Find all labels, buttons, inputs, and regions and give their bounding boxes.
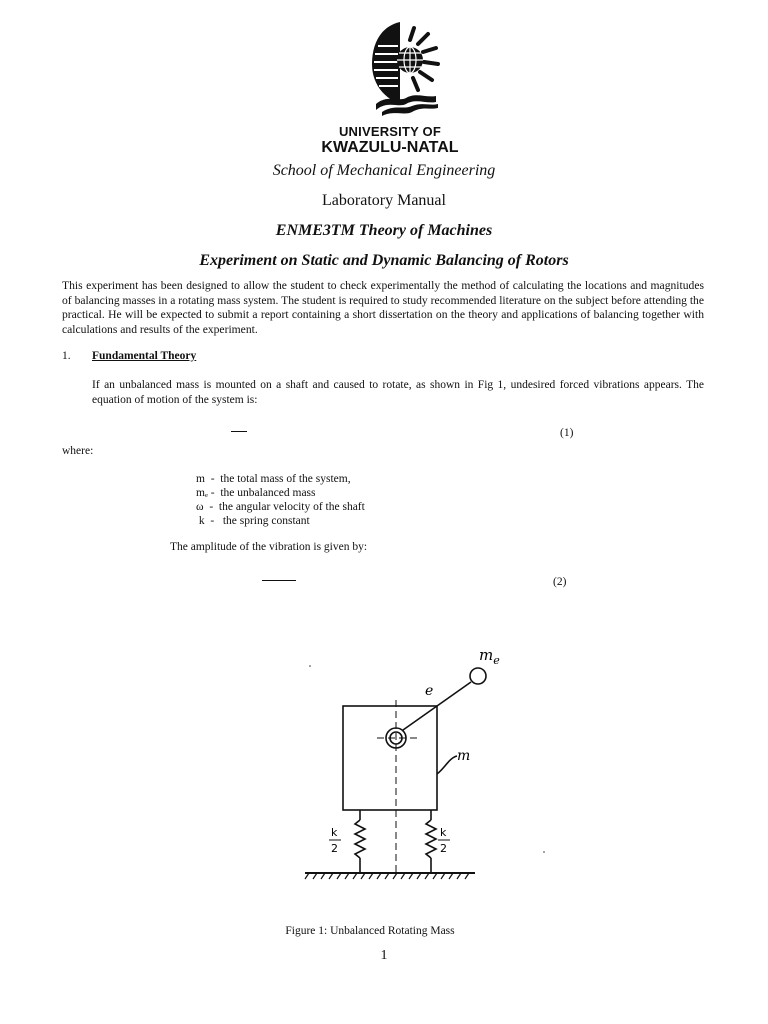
university-logo — [360, 18, 450, 118]
label-right-half: 2 — [440, 842, 447, 855]
definition-item: mₑ - the unbalanced mass — [196, 487, 316, 499]
unbalanced-mass — [470, 668, 486, 684]
section-title: Fundamental Theory — [92, 350, 197, 362]
page-number: 1 — [380, 948, 388, 963]
definition-item: k - the spring constant — [196, 515, 310, 527]
manual-title: Laboratory Manual — [322, 192, 446, 209]
equation-2-number: (2) — [553, 576, 567, 588]
unbalanced-rotating-mass-figure — [285, 632, 585, 922]
equation-2-fraction-bar — [262, 580, 296, 581]
university-name-line1: UNIVERSITY OF — [338, 124, 442, 139]
definition-item: m - the total mass of the system, — [196, 473, 351, 485]
university-name-line2: KWAZULU-NATAL — [321, 139, 459, 156]
definition-item: ω - the angular velocity of the shaft — [196, 501, 365, 513]
label-m: m — [457, 748, 471, 764]
right-spring — [426, 820, 436, 858]
mass-block — [343, 706, 437, 810]
figure-caption: Figure 1: Unbalanced Rotating Mass — [285, 925, 455, 937]
intro-paragraph: This experiment has been designed to allow the student to check experimentally the method of calculating the locations and magnitudes of balancing masses in a rotating mass system. The student is required to study recommended literature on the subject before attending the practical. He will be expected to submit a report containing a short dissertation on the theory and applications of balancing together with calculations and results of the experiment. — [62, 279, 704, 336]
label-me: $m_e$ — [479, 646, 500, 667]
label-right-k: k — [440, 826, 447, 839]
mass-leader — [437, 756, 457, 774]
where-label: where: — [62, 445, 94, 457]
theory-paragraph: If an unbalanced mass is mounted on a shaft and caused to rotate, as shown in Fig 1, undesired forced vibrations appears. The equation of motion of the system is: — [92, 379, 704, 406]
section-number: 1. — [62, 350, 71, 362]
experiment-title: Experiment on Static and Dynamic Balancing of Rotors — [199, 252, 569, 269]
equation-1-number: (1) — [560, 427, 574, 439]
school-title: School of Mechanical Engineering — [272, 162, 496, 179]
definitions-list — [196, 472, 365, 528]
label-e: e — [425, 683, 434, 699]
label-left-half: 2 — [331, 842, 338, 855]
label-left-k: k — [331, 826, 338, 839]
equation-1-fraction-bar — [231, 431, 247, 432]
course-title: ENME3TM Theory of Machines — [275, 222, 493, 239]
left-spring — [355, 820, 365, 858]
amplitude-text: The amplitude of the vibration is given by: — [170, 541, 368, 553]
